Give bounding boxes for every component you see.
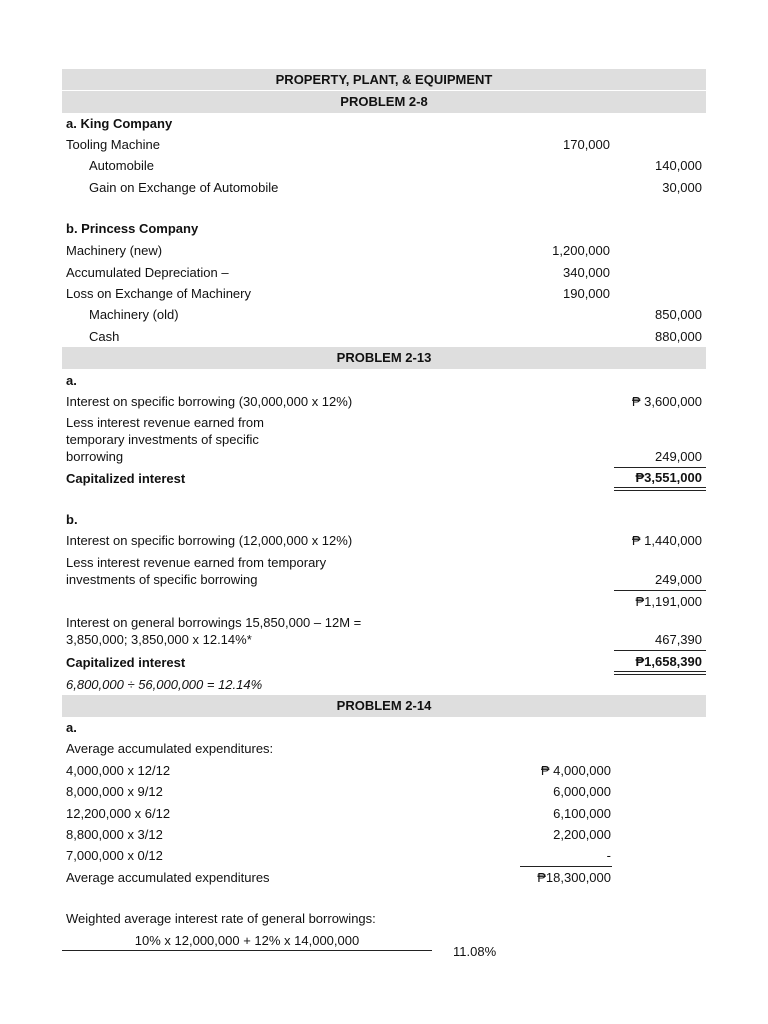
avg-expenditures-title: Average accumulated expenditures: (66, 741, 274, 756)
fraction-bar (62, 950, 432, 951)
accum-depreciation-debit: 340,000 (563, 265, 610, 280)
less-revenue-b-line2: investments of specific borrowing (66, 572, 258, 587)
expenditure-row-value: - (606, 848, 611, 863)
avg-expenditures-total-value: ₱18,300,000 (537, 870, 611, 885)
expenditure-row-value: 6,100,000 (553, 806, 611, 821)
rate-footnote: 6,800,000 ÷ 56,000,000 = 12.14% (66, 677, 263, 692)
accum-depreciation-label: Accumulated Depreciation – (66, 265, 229, 280)
part-a-label: a. (66, 373, 77, 388)
subtotal-rule-b (614, 590, 706, 591)
specific-borrowing-b-label: Interest on specific borrowing (12,000,000 x 12%) (66, 533, 353, 548)
less-revenue-b-line1: Less interest revenue earned from temporary (66, 555, 327, 570)
machinery-old-credit: 850,000 (655, 307, 702, 322)
cash-label: Cash (89, 329, 120, 344)
capitalized-interest-b-label: Capitalized interest (66, 655, 186, 670)
capitalized-interest-b-value: ₱1,658,390 (635, 654, 702, 669)
gain-exchange-credit: 30,000 (662, 180, 702, 195)
expenditure-row-label: 12,200,000 x 6/12 (66, 806, 171, 821)
expenditure-row-value: ₱ 4,000,000 (540, 763, 611, 778)
automobile-label: Automobile (89, 158, 155, 173)
automobile-credit: 140,000 (655, 158, 702, 173)
page-title: PROPERTY, PLANT, & EQUIPMENT (275, 72, 493, 87)
double-rule-b (614, 671, 706, 675)
weighted-rate-numerator: 10% x 12,000,000 + 12% x 14,000,000 (134, 933, 360, 948)
less-revenue-b-value: 249,000 (655, 572, 702, 587)
double-rule-a (614, 487, 706, 491)
cash-credit: 880,000 (655, 329, 702, 344)
expenditure-row-label: 8,000,000 x 9/12 (66, 784, 163, 799)
tooling-machine-debit: 170,000 (563, 137, 610, 152)
machinery-new-debit: 1,200,000 (552, 243, 610, 258)
specific-borrowing-a-value: ₱ 3,600,000 (631, 394, 702, 409)
capitalized-interest-a-label: Capitalized interest (66, 471, 186, 486)
expenditure-row-label: 7,000,000 x 0/12 (66, 848, 163, 863)
specific-borrowing-b-value: ₱ 1,440,000 (631, 533, 702, 548)
expenditure-row-value: 6,000,000 (553, 784, 611, 799)
total-rule-b (614, 650, 706, 651)
expenditure-row-label: 4,000,000 x 12/12 (66, 763, 171, 778)
less-revenue-a-line1: Less interest revenue earned from (66, 415, 264, 430)
machinery-new-label: Machinery (new) (66, 243, 163, 258)
machinery-old-label: Machinery (old) (89, 307, 179, 322)
part-b-label: b. (66, 512, 78, 527)
less-revenue-a-value: 249,000 (655, 449, 702, 464)
expenditure-row-label: 8,800,000 x 3/12 (66, 827, 163, 842)
avg-expenditures-total-label: Average accumulated expenditures (66, 870, 270, 885)
general-borrowings-line2: 3,850,000; 3,850,000 x 12.14%* (66, 632, 252, 647)
less-revenue-a-line3: borrowing (66, 449, 124, 464)
gain-exchange-label: Gain on Exchange of Automobile (89, 180, 279, 195)
tooling-machine-label: Tooling Machine (66, 137, 160, 152)
subtotal-rule-a (614, 467, 706, 468)
expenditures-total-rule (520, 866, 612, 867)
weighted-rate-title: Weighted average interest rate of general borrowings: (66, 911, 376, 926)
capitalized-interest-a-value: ₱3,551,000 (635, 470, 702, 485)
loss-exchange-debit: 190,000 (563, 286, 610, 301)
general-borrowings-line1: Interest on general borrowings 15,850,000 – 12M = (66, 615, 362, 630)
general-borrowings-value: 467,390 (655, 632, 702, 647)
subtotal-b-value: ₱1,191,000 (635, 594, 702, 609)
loss-exchange-label: Loss on Exchange of Machinery (66, 286, 251, 301)
less-revenue-a-line2: temporary investments of specific (66, 432, 259, 447)
expenditure-row-value: 2,200,000 (553, 827, 611, 842)
specific-borrowing-a-label: Interest on specific borrowing (30,000,000 x 12%) (66, 394, 353, 409)
king-company-title: a. King Company (66, 116, 173, 131)
problem-2-14-heading: PROBLEM 2-14 (336, 698, 432, 713)
part-a-2-14-label: a. (66, 720, 77, 735)
weighted-rate-result: 11.08% (453, 944, 497, 959)
problem-2-13-heading: PROBLEM 2-13 (336, 350, 432, 365)
problem-2-8-heading: PROBLEM 2-8 (340, 94, 428, 109)
princess-company-title: b. Princess Company (66, 221, 199, 236)
